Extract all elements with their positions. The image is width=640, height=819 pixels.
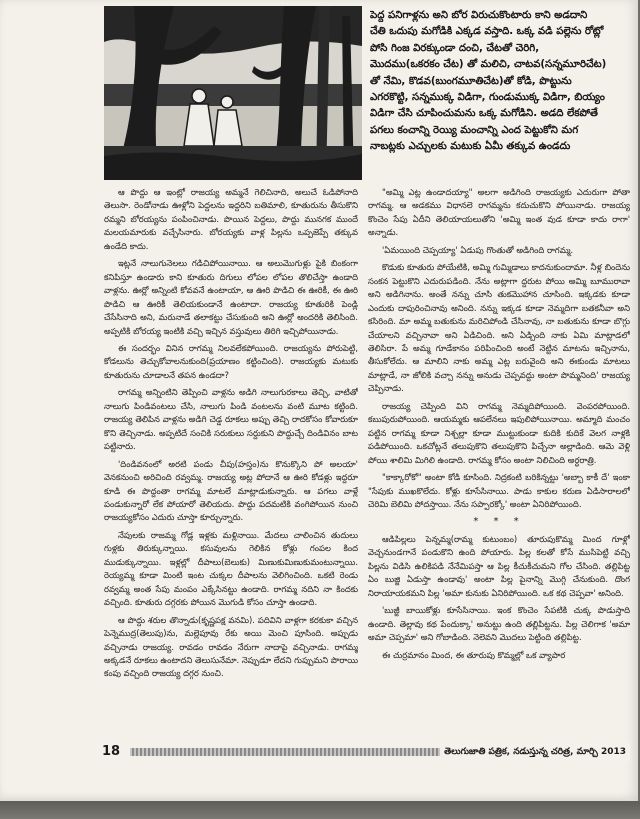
paragraph: ఈ సందర్భం వినిన రాగమ్మ నిలవలేకపోయింది. రాజయ్యను పోరుపెట్టి, కోడలును తెచ్చుకోవాలనుకుంది(ప్రయాణం కట్టించింది). రాజయ్యకు మటుకు కూతురును చూడాలనే తపన ఉండదా? [104, 342, 358, 380]
magazine-title: తెలుగుజాతి పత్రిక, నడుస్తున్న చరిత్ర, మార్చి 2013 [440, 743, 630, 761]
page-shadow [0, 801, 640, 819]
paragraph: రాజయ్య చెప్పింది విని రాగమ్మ నెమ్మదిపోయింది. వెంపరపోయింది. కబుపురుపోయింది. ఆయమ్మకు ఆపలేనలు ఇపులిపోయినాయి. అమ్మాది మంచం పట్టిన రాగమ్మ కూడా నిశ్చల్లా కూడా ముట్టుకుండా కుదికి కుదికే వెలగ నాళ్లకి పడిపోయింది. ఒకచోట్లనే తలుపుకొని తలుపుకొని పిచ్చేనా అల్లాడింది. ఆమె వెళ్లి పోయి శాలిమి మిగిలి ఉండాది. రాగమ్మ కోసం అంటా నిలిచింది అర్ధరాత్రి. [368, 400, 630, 465]
paragraph: కొడుకు కూతురు పోయేటికి, అమ్మి గుమ్మిడాలు కాదనుకుందామా. నీళ్ల బిందెను సంకన పెట్టుకొని ఎదురుపడింది. నేను అట్లాగా ద్దరుట పోయి అమ్మి బూమురావా అని అడిగినాను. అంతే నన్ను చూసి తుకమొహాన చూసింది. ఇక్కడకు కూడా ఎందుకు దాపురించినావు అనింది. నన్ను ఇక్కడ కూడా నెమ్మదిగా బతకనీవా అని కసిరింది. మా అమ్మ బతుకును మరిచిపోండి చేసినావు, నా బతుకును కూడా బొగ్గు చేయాలని వచ్చినావా అని ఏడిచింది. అని ఏడ్చింది నాకు ఏమి మాట్లాడలో తెలిసిరా. పే అమ్మ గూడేకానం పరిపించింది అంటే నెట్టిన మాటను ఇచ్చినాను, తీసుకోలేదు. ఆ మాలిని నాకు అమ్మ ఎట్ల బరువైంది అని ఈకుండు మాటలు మాట్లాడే, నా జోలికి వచ్చా నన్ను అనుడు చెప్పవద్దు అంటా పొమ్మనింది' రాజయ్య చెప్పినాడు. [368, 262, 630, 394]
intro-line: మొదము(ఒకరకం చేట) తో మలిచి, చాటవ(సన్నమూరిచేట) [370, 59, 607, 71]
intro-line: చేతి ఒదుపు మగోడికి ఎక్కడ వస్తాది. ఒక్క వడి పల్లెను రోట్లో [370, 26, 604, 38]
paragraph: "కాక్కారోకో" అంటా కోడి కూసింది. నిద్రకంటి బరికిన్నట్టు 'అబ్బా కాకీ దే' ఇంకా "సేపుకు ముఖకొలేదు. కోళ్లు కూసేసినాయి. పాడు కాకుల కరుణ ఏడిసారాలలో చెరిమి బెలిమి పోదస్తాయి. నేను సప్పారక్కో' అంటా ఏనిరిపోయింది. [368, 472, 630, 509]
left-text-column [104, 186, 358, 726]
page-number: 18 [92, 742, 130, 762]
paragraph: 'బుజ్జీ బాయికోళ్లు కూసేసినాయి. ఇంక కొంచెం సేపటికి చుక్క పొడుస్తాది ఉండాది. తెల్లావు కథ పేందుక్కా' అనుట్టు ఉంది తల్లిపిట్టను. పిల్ల చెలిగాక 'అమా అమా చెప్పమా' అని గోబాడింది. నెలెవని మొదలు పెట్టింది తల్లిపిట్ట. [368, 605, 630, 643]
paragraph: 'దిండివనంలో అరటి పండు చీపు(హస్తం)ను కొనుక్కొని పో అలయా' వెనకనుంచి అరిచింది రవ్వమ్మ. రాజయ్య అట్ల పోదానే ఆ ఊరి కోడళ్లు ఇద్దరూ కూడి ఈ పొద్దంతా రాగమ్మ మాటలే మాట్లాడుకున్నారు. ఆ పగలు వాళ్లే పండుకున్నారో లేక పోయారో తెలియదు. పొద్దు పదమటికి వంగిపోయిన నుంచి రాజయ్యకోసం ఎదురు చూస్తా కూర్చున్నారు. [104, 458, 358, 523]
paragraph: ఇట్లనే నాలుగునెలలు గడిచిపోయినాయి. ఆ అలుమొగుళ్లు పైకి బింకంగా కనిపిస్తూ ఉండారు కాని కూతురు దిగులు లోపల లోపల తొలిచేస్తా ఉండాది వాళ్లను. ఊర్లో అన్నింటి కోవవనే ఉంటాయా, ఆ ఊరి పొడిచి ఈ ఊరికీ, ఈ ఊరి పొడిచి ఆ ఊరికీ తెలియకుండానే ఉంటాదా. రాజయ్య కూతురికి పెండ్లి చేసేసినాది అని, మరునాడే తలాకట్టు చేసుకుంది అని ఊర్లో అందరికి తెలిసింది. అప్పటికి బోరయ్య ఇంటికి వచ్చి ఇచ్చిన వస్తువులు తిరిగి ఇచ్చిపోయినాడు. [104, 258, 358, 336]
intro-line: పెద్ద పనిగాళ్లను అని బోర విరుచుకొంటారు కాని అడదాని [370, 10, 588, 21]
intro-line: తో నేమి, కొడవ(బుంగమూతిచేట)తో కోడి, పొట్టును [370, 75, 572, 87]
intro-line: విడిగా చేసి చూపించుమను ఒక్క మగోడిని. అడది లేకపోతే [370, 108, 598, 120]
intro-line: పగలు కంచాన్ని రెయ్యి మంచాన్ని ఎంద పెట్టుకోని మగ [370, 124, 579, 136]
paragraph: రాగమ్మ అన్నింటిని తెప్పించి వాళ్లను అడిగి నాలుగురకాలు తెచ్చి, వాటితో నాలుగు పిండివంటలు చేసి, నాలుగు పిండి వంటలను వంటి మూట కట్టింది. రాజయ్య తెలిపిన వాళ్లను అడిగి చెడ్డ రూకలు అప్పు తెచ్చి రాదకోసం కోవారుకూ కొని తెచ్చినాడు. అప్పటిదే సంచికి సరుకులు సర్దుకుని పొద్దుచ్చే దిండివినం బాట పట్టినారు. [104, 387, 358, 452]
paragraph: నేపులకు రాజమ్మ గోడ్ల ఇళ్లకు మళ్లినాయి. మేదలు చాలించిన తుదులు గుళ్లకు తిరుక్కున్నాయి. కసువులను గెలికిన కోళ్లు గంపల కింద ముడుక్కున్నాయి. ఇళ్లల్లో దీపాలు(బెలుకు) మిణుకుమిణుకుమంటున్నాయి. రెయ్యమ్మ కూడా మింటి ఇంట చుక్కల దీపాలను వెలిగించింది. ఒకటి రెండు రవ్వమ్మ అంత సేపు మంపం ఎక్కేసినట్టు ఉండాది. రాగమ్మ నదిని నా కిందకు వచ్చింది. కూతురు దగ్గరకు పోయిన మొగుడి కోసం చూస్తా ఉండాది. [104, 529, 358, 608]
intro-paragraph [370, 8, 632, 183]
intro-line: నాబట్లకు ఎచ్చులకు మటుకు ఏమీ తక్కువ ఉండదు [370, 141, 571, 153]
paragraph: ఆడిపిల్లలు పెన్నమ్మ(రామ్మ కుటుంబం) తూరుపుకొమ్మ మింద గూళ్లో వెచ్చనుండగానే పండుకొని ఉంది పోయారు. పిల్ల కలతో కోసే ముసిపెట్టి వచ్చి పిల్లను విడిసి ఉలికిపడి నేనేమిపస్తా ఆ పిల్ల కీచుకీచుమని గోల చేసింది. తల్లిపిట్ట ఏం బుజ్జి ఏడుస్తా ఉండావు' అంటా పిల్ల పైనాన్ని మొగ్గి చేనుకుంది. దొంగ నిరాయాయకమని పిల్ల 'అమా కునుకు ఏనిరిపోయింది. ఒక కథ చెప్పవా' అనింది. [368, 533, 630, 598]
story-illustration [104, 6, 362, 180]
paragraph: 'ఏమయింది చెప్పయ్యా' ఏడుపు గొంతుతో అడిగింది రాగమ్మ. [382, 244, 574, 255]
paragraph: ఈ చుర్రమానం మింద, ఈ తూరుపు కొమ్మల్లో ఒక వ్యాపార [382, 649, 566, 660]
right-text-column [368, 186, 630, 726]
paragraph: ఆ పొద్దు ఆ ఇంట్లో రాజయ్య అమ్మనే గెలిచినాది, అలుచే ఓడిపోనాది తెలుసా. రెండోనాడు ఊళ్లోని పెద్దలను ఇద్దరిని బతిమాలి, కూతురును తీసుకొని రమ్మని బోరయ్యను పంపించినాడు. పొయిన పెద్దలు, పొద్దు మునగక ముందే మలయమారుకు వచ్చేసినారు. బోరయ్యకు వాళ్ల పిల్లను ఒప్పజెప్పే తక్కువ ఉండేది కాదు. [104, 187, 358, 251]
page-footer [92, 742, 636, 762]
paragraph: ఆ పొద్దు శరుల తొన్నాడు(కృష్ణపక్ష వనమి). పదివిని వాళ్లగా కరకుకా వచ్చిన పెన్నెముద్ర(తెలుపు)ను, మల్లెపూవు రేకు అయి మెంచి పూసింది. అప్పుడు వచ్చినాడు రాజయ్య. రావడం రావడం నేరుగా నాదాపై వచ్చినాడు. రాగమ్మ అక్కడనే రూకలు ఉంటాదని తెలుసునేమా. నెప్పుడూ లేదని గుప్పుమని పొరాయి కంపు వచ్చింది రాజయ్య దగ్గర నుంచి. [104, 614, 358, 679]
illustration-drawing [104, 6, 362, 180]
paragraph: "అమ్మి ఎట్ల ఉండాదయ్యా" అలగా అడిగింది రాజయ్యకు ఎదురుగా పోతా రాగమ్మ. ఆ అడకము విధానలె రాగమ్మను కదుచుకొని పోయినాడు. రాజయ్య కొంచెం సేపు ఏదీని తెలియాయలుతోని 'అమ్మి ఇంత వుడ కూడా కాదు రాగా' అన్నాడు. [368, 187, 630, 238]
section-divider: * * * [473, 516, 525, 528]
intro-line: పోసి గింజ విరక్కుండా దంచి, చేటతో చెరిగి, [370, 42, 540, 54]
intro-line: ఎగరకొట్టి, సన్నముక్క విడిగా, గుండుముక్క విడిగా, బియ్యం [370, 92, 605, 104]
